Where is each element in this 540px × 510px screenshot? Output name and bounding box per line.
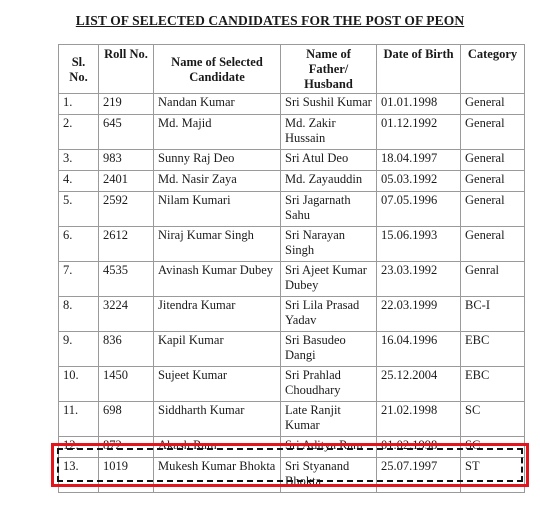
sl-no-cell: 7.: [59, 262, 99, 297]
candidate-name-cell: Niraj Kumar Singh: [154, 227, 281, 262]
roll-no-cell: 872: [99, 437, 154, 458]
candidate-name-cell: Akash Ram: [154, 437, 281, 458]
table-row: [59, 171, 525, 192]
category-cell: General: [461, 227, 525, 262]
father-husband-cell: Md. Zayauddin: [281, 171, 377, 192]
date-of-birth-cell: 01.12.1992: [377, 115, 461, 150]
sl-no-cell: 8.: [59, 297, 99, 332]
father-husband-cell: Sri Lila Prasad Yadav: [281, 297, 377, 332]
date-of-birth-cell: 23.03.1992: [377, 262, 461, 297]
table-header-row: [59, 45, 525, 94]
sl-no-cell: 12.: [59, 437, 99, 458]
date-of-birth-cell: 21.02.1998: [377, 402, 461, 437]
column-header-father-husband: Name of Father/ Husband: [281, 45, 377, 94]
table-row: [59, 227, 525, 262]
date-of-birth-cell: 05.03.1992: [377, 171, 461, 192]
table-row: [59, 402, 525, 437]
candidate-name-cell: Jitendra Kumar: [154, 297, 281, 332]
father-husband-cell: Sri Jagarnath Sahu: [281, 192, 377, 227]
category-cell: EBC: [461, 367, 525, 402]
candidate-name-cell: Md. Nasir Zaya: [154, 171, 281, 192]
category-cell: SC: [461, 437, 525, 458]
sl-no-cell: 13.: [59, 458, 99, 493]
candidate-name-cell: Avinash Kumar Dubey: [154, 262, 281, 297]
date-of-birth-cell: 18.04.1997: [377, 150, 461, 171]
roll-no-cell: 2612: [99, 227, 154, 262]
sl-no-cell: 3.: [59, 150, 99, 171]
father-husband-cell: Late Ranjit Kumar: [281, 402, 377, 437]
column-header-sl-no: Sl. No.: [59, 45, 99, 94]
category-cell: General: [461, 192, 525, 227]
candidate-name-cell: Sunny Raj Deo: [154, 150, 281, 171]
father-husband-cell: Sri Styanand Bhokta: [281, 458, 377, 493]
date-of-birth-cell: 25.07.1997: [377, 458, 461, 493]
candidate-name-cell: Md. Majid: [154, 115, 281, 150]
sl-no-cell: 4.: [59, 171, 99, 192]
table-row: [59, 115, 525, 150]
category-cell: Genral: [461, 262, 525, 297]
candidate-name-cell: Sujeet Kumar: [154, 367, 281, 402]
father-husband-cell: Sri Ajeet Kumar Dubey: [281, 262, 377, 297]
category-cell: General: [461, 94, 525, 115]
roll-no-cell: 698: [99, 402, 154, 437]
roll-no-cell: 1019: [99, 458, 154, 493]
document-title: LIST OF SELECTED CANDIDATES FOR THE POST OF PEON: [75, 13, 465, 28]
roll-no-cell: 4535: [99, 262, 154, 297]
table-row: [59, 94, 525, 115]
date-of-birth-cell: 15.06.1993: [377, 227, 461, 262]
category-cell: General: [461, 171, 525, 192]
category-cell: General: [461, 115, 525, 150]
candidate-name-cell: Nandan Kumar: [154, 94, 281, 115]
table-row-highlighted: [59, 458, 525, 493]
category-cell: General: [461, 150, 525, 171]
category-cell: BC-I: [461, 297, 525, 332]
table-row: [59, 192, 525, 227]
sl-no-cell: 2.: [59, 115, 99, 150]
date-of-birth-cell: 01.02.1998: [377, 437, 461, 458]
sl-no-cell: 5.: [59, 192, 99, 227]
roll-no-cell: 983: [99, 150, 154, 171]
table-row: [59, 367, 525, 402]
father-husband-cell: Md. Zakir Hussain: [281, 115, 377, 150]
column-header-category: Category: [461, 45, 525, 94]
column-header-date-of-birth: Date of Birth: [377, 45, 461, 94]
date-of-birth-cell: 22.03.1999: [377, 297, 461, 332]
roll-no-cell: 2592: [99, 192, 154, 227]
sl-no-cell: 9.: [59, 332, 99, 367]
candidate-name-cell: Mukesh Kumar Bhokta: [154, 458, 281, 493]
sl-no-cell: 6.: [59, 227, 99, 262]
sl-no-cell: 11.: [59, 402, 99, 437]
sl-no-cell: 10.: [59, 367, 99, 402]
father-husband-cell: Sri Narayan Singh: [281, 227, 377, 262]
table-row: [59, 332, 525, 367]
candidate-name-cell: Siddharth Kumar: [154, 402, 281, 437]
table-row: [59, 150, 525, 171]
sl-no-cell: 1.: [59, 94, 99, 115]
table-row: [59, 437, 525, 458]
father-husband-cell: Sri Sushil Kumar: [281, 94, 377, 115]
date-of-birth-cell: 25.12.2004: [377, 367, 461, 402]
date-of-birth-cell: 01.01.1998: [377, 94, 461, 115]
roll-no-cell: 1450: [99, 367, 154, 402]
candidate-name-cell: Kapil Kumar: [154, 332, 281, 367]
roll-no-cell: 836: [99, 332, 154, 367]
category-cell: SC: [461, 402, 525, 437]
roll-no-cell: 219: [99, 94, 154, 115]
roll-no-cell: 2401: [99, 171, 154, 192]
category-cell: EBC: [461, 332, 525, 367]
roll-no-cell: 3224: [99, 297, 154, 332]
roll-no-cell: 645: [99, 115, 154, 150]
category-cell: ST: [461, 458, 525, 493]
date-of-birth-cell: 07.05.1996: [377, 192, 461, 227]
father-husband-cell: Sri Aditya Ram: [281, 437, 377, 458]
father-husband-cell: Sri Prahlad Choudhary: [281, 367, 377, 402]
candidates-table: [58, 44, 525, 493]
column-header-candidate-name: Name of Selected Candidate: [154, 45, 281, 94]
father-husband-cell: Sri Atul Deo: [281, 150, 377, 171]
table-row: [59, 297, 525, 332]
candidate-name-cell: Nilam Kumari: [154, 192, 281, 227]
date-of-birth-cell: 16.04.1996: [377, 332, 461, 367]
father-husband-cell: Sri Basudeo Dangi: [281, 332, 377, 367]
column-header-roll-no: Roll No.: [99, 45, 154, 94]
table-row: [59, 262, 525, 297]
